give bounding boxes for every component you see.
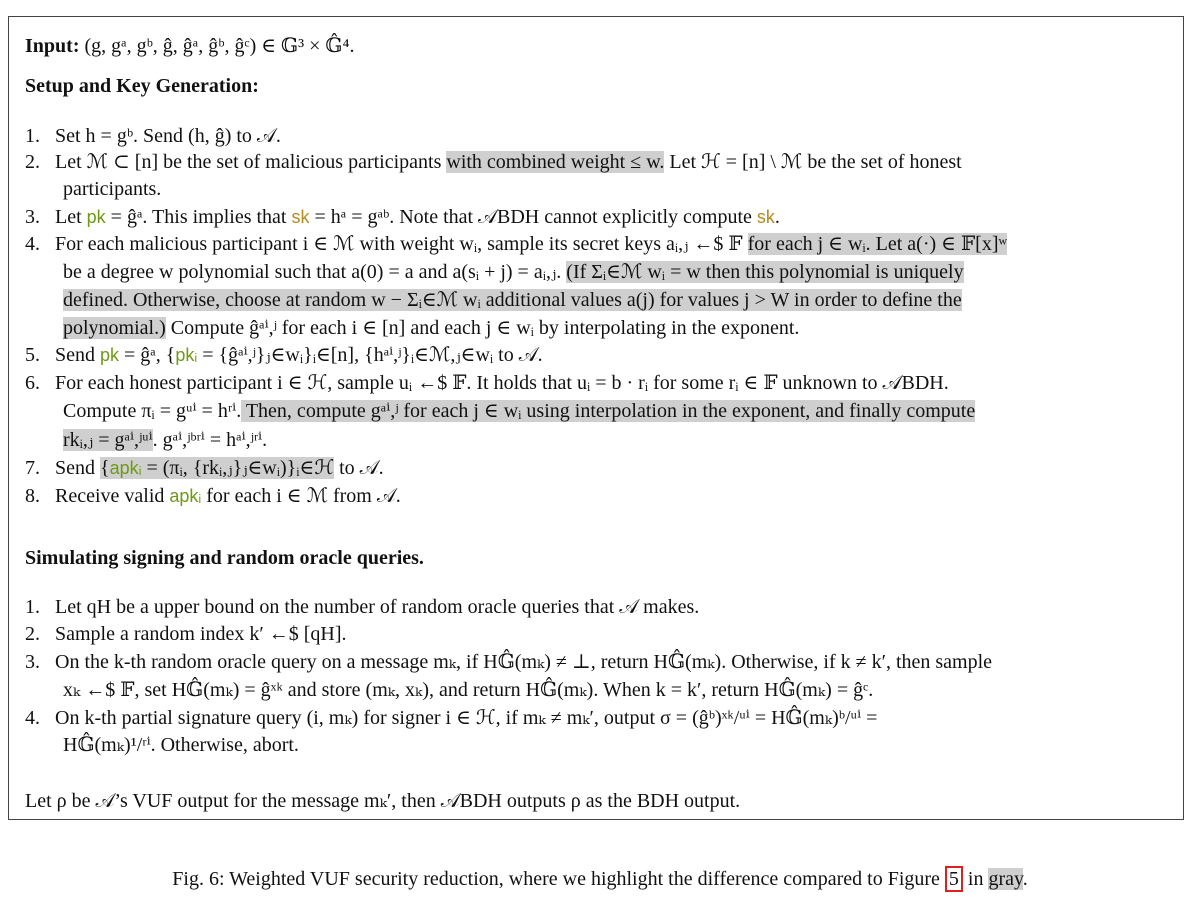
setup-step-2: 2. Let ℳ ⊂ [n] be the set of malicious participants with combined weight ≤ w. Let ℋ = [n] \ ℳ be the set of honest: [25, 151, 962, 173]
sim-step-4: 4. On k-th partial signature query (i, mₖ) for signer i ∈ ℋ, if mₖ ≠ mₖ′, output σ = (ĝᵇ)ˣᵏ/ᵘⁱ = H𝔾̂(mₖ)ᵇ/ᵘⁱ =: [25, 707, 878, 729]
highlight: rkᵢ,ⱼ = gᵃⁱ,ʲᵘⁱ: [63, 429, 153, 451]
highlight: for each j ∈ wᵢ. Let a(·) ∈ 𝔽[x]ʷ: [747, 233, 1008, 255]
pki-label: pkᵢ: [175, 345, 198, 365]
setup-step-1: 1. Set h = gᵇ. Send (h, ĝ) to 𝒜.: [25, 125, 281, 147]
pk-label: pk: [86, 207, 106, 227]
sim-heading: Simulating signing and random oracle queries.: [25, 547, 424, 569]
sim-step-4-cont: H𝔾̂(mₖ)¹/ʳⁱ. Otherwise, abort.: [63, 734, 299, 756]
highlight: (If Σᵢ∈ℳ wᵢ = w then this polynomial is uniquely: [566, 261, 964, 283]
sk-label: sk: [291, 207, 310, 227]
apki-label: apkᵢ: [109, 458, 142, 478]
setup-step-6: 6. For each honest participant i ∈ ℋ, sample uᵢ ←$ 𝔽. It holds that uᵢ = b · rᵢ for some rᵢ ∈ 𝔽 unknown to 𝒜BDH.: [25, 372, 949, 394]
setup-step-7: 7. Send {apkᵢ = (πᵢ, {rkᵢ,ⱼ}ⱼ∈wᵢ)}ᵢ∈ℋ to 𝒜.: [25, 457, 384, 479]
setup-step-3: 3. Let pk = ĝᵃ. This implies that sk = hᵃ = gᵃᵇ. Note that 𝒜BDH cannot explicitly compute sk.: [25, 206, 780, 228]
figure-caption: Fig. 6: Weighted VUF security reduction, where we highlight the difference compared to Figure 5 in gray.: [172, 868, 1028, 890]
setup-step-6-cont2: rkᵢ,ⱼ = gᵃⁱ,ʲᵘⁱ. gᵃⁱ,ʲᵇʳⁱ = hᵃⁱ,ʲʳⁱ.: [63, 429, 268, 451]
final-line: Let ρ be 𝒜’s VUF output for the message mₖ′, then 𝒜BDH outputs ρ as the BDH output.: [25, 790, 741, 812]
setup-heading: Setup and Key Generation:: [25, 75, 259, 97]
setup-step-4-cont: be a degree w polynomial such that a(0) = a and a(sᵢ + j) = aᵢ,ⱼ. (If Σᵢ∈ℳ wᵢ = w then this polynomial is uniquely: [63, 261, 964, 283]
setup-step-4: 4. For each malicious participant i ∈ ℳ with weight wᵢ, sample its secret keys aᵢ,ⱼ ←$ 𝔽 for each j ∈ wᵢ. Let a(·) ∈ 𝔽[x]ʷ: [25, 233, 1008, 255]
sim-step-3-cont: xₖ ←$ 𝔽, set H𝔾̂(mₖ) = ĝˣᵏ and store (mₖ, xₖ), and return H𝔾̂(mₖ). When k = k′, return H𝔾̂(mₖ) = ĝᶜ.: [63, 679, 874, 701]
input-line: [25, 34, 354, 58]
gray-highlight-sample: gray: [988, 868, 1023, 890]
sim-step-2: 2. Sample a random index k′ ←$ [qH].: [25, 623, 347, 645]
setup-step-4-cont3: polynomial.) Compute ĝᵃⁱ,ʲ for each i ∈ [n] and each j ∈ wᵢ by interpolating in the exponent.: [63, 317, 800, 339]
highlight: polynomial.): [63, 317, 166, 339]
highlight: defined. Otherwise, choose at random w − Σᵢ∈ℳ wᵢ additional values a(j) for values j > W in order to define the: [63, 289, 962, 311]
input-math: (g, gᵃ, gᵇ, ĝ, ĝᵃ, ĝᵇ, ĝᶜ) ∈ 𝔾³ × 𝔾̂⁴.: [84, 35, 355, 57]
input-label: Input:: [25, 35, 80, 57]
setup-step-2-cont: participants.: [63, 178, 162, 200]
setup-step-4-cont2: [63, 288, 962, 312]
sim-step-1: 1. Let qH be a upper bound on the number of random oracle queries that 𝒜 makes.: [25, 596, 700, 618]
setup-step-6-cont: Compute πᵢ = gᵘⁱ = hʳⁱ. Then, compute gᵃⁱ,ʲ for each j ∈ wᵢ using interpolation in the exponent, and finally compute: [63, 400, 976, 422]
highlight: Then, compute gᵃⁱ,ʲ for each j ∈ wᵢ using interpolation in the exponent, and finally compute: [241, 400, 976, 422]
highlight: {apkᵢ = (πᵢ, {rkᵢ,ⱼ}ⱼ∈wᵢ)}ᵢ∈ℋ: [100, 457, 335, 479]
figure-reference-link[interactable]: 5: [945, 866, 963, 892]
sim-step-3: 3. On the k-th random oracle query on a message mₖ, if H𝔾̂(mₖ) ≠ ⊥, return H𝔾̂(mₖ). Otherwise, if k ≠ k′, then sample: [25, 651, 993, 673]
setup-step-8: 8. Receive valid apkᵢ for each i ∈ ℳ from 𝒜.: [25, 485, 401, 507]
highlight: with combined weight ≤ w.: [446, 151, 665, 173]
setup-step-5: 5. Send pk = ĝᵃ, {pkᵢ = {ĝᵃⁱ,ʲ}ⱼ∈wᵢ}ᵢ∈[n], {hᵃⁱ,ʲ}ᵢ∈ℳ,ⱼ∈wᵢ to 𝒜.: [25, 344, 543, 366]
